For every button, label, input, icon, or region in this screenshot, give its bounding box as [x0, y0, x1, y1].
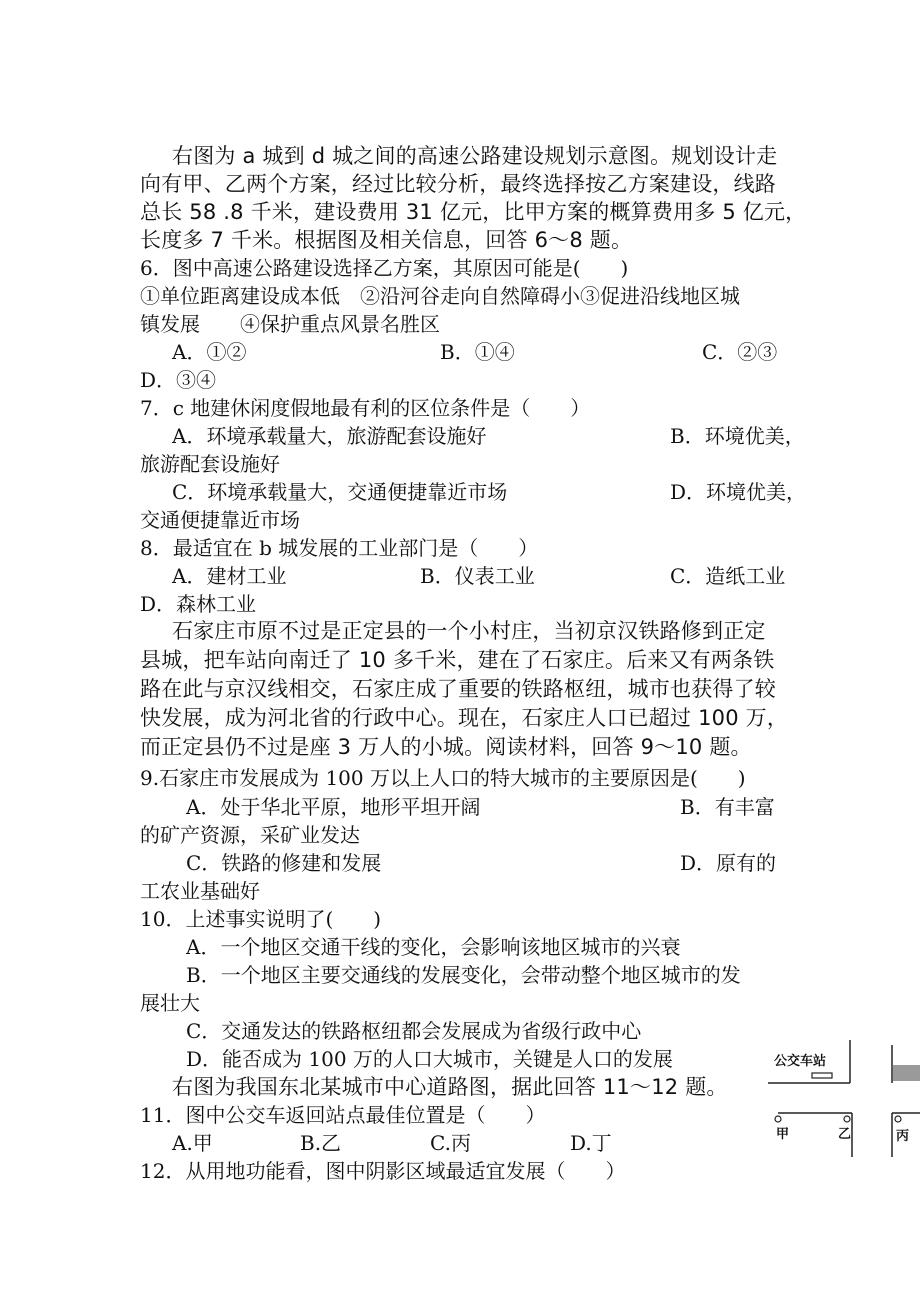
map-label-bing: 丙 — [896, 1129, 910, 1144]
intro3-line: 右图为我国东北某城市中心道路图，据此回答 11～12 题。 — [172, 1075, 728, 1099]
q9-option-b[interactable]: B．有丰富 — [680, 795, 775, 819]
q10-option-c[interactable]: C．交通发达的铁路枢纽都会发展成为省级行政中心 — [186, 1019, 642, 1043]
q11-option-a[interactable]: A.甲 — [172, 1131, 213, 1155]
intro1-line-1: 右图为 a 城到 d 城之间的高速公路建设规划示意图。规划设计走 — [172, 144, 778, 168]
q7-option-b-cont: 旅游配套设施好 — [140, 452, 280, 476]
intro2-line-5: 而正定县仍不过是座 3 万人的小城。阅读材料，回答 9～10 题。 — [140, 735, 752, 759]
q8-option-d[interactable]: D．森林工业 — [140, 592, 257, 616]
q6-items-line-2: 镇发展 ④保护重点风景名胜区 — [140, 312, 440, 336]
q7-stem: 7．c 地建休闲度假地最有利的区位条件是（ ） — [140, 396, 591, 420]
q9-stem: 9.石家庄市发展成为 100 万以上人口的特大城市的主要原因是( ) — [140, 766, 746, 790]
map-label-jia: 甲 — [776, 1127, 790, 1142]
map-label-bus-station: 公交车站 — [774, 1054, 827, 1069]
q7-option-d-cont: 交通便捷靠近市场 — [140, 508, 300, 532]
q7-option-c[interactable]: C．环境承载量大，交通便捷靠近市场 — [172, 480, 508, 504]
q6-stem: 6．图中高速公路建设选择乙方案，其原因可能是( ) — [140, 256, 629, 280]
q9-option-a[interactable]: A．处于华北平原，地形平坦开阔 — [186, 795, 481, 819]
q9-option-d[interactable]: D．原有的 — [680, 851, 777, 875]
intro2-line-2: 县城，把车站向南迁了 10 多千米，建在了石家庄。后来又有两条铁 — [140, 648, 775, 672]
q7-option-b[interactable]: B．环境优美， — [670, 424, 805, 448]
q6-option-b[interactable]: B．①④ — [440, 340, 515, 364]
q10-option-d[interactable]: D．能否成为 100 万的人口大城市，关键是人口的发展 — [186, 1047, 673, 1071]
q12-stem: 12．从用地功能看，图中阴影区域最适宜发展（ ） — [140, 1159, 626, 1183]
city-road-map — [760, 1035, 920, 1165]
q9-option-c[interactable]: C．铁路的修建和发展 — [186, 851, 382, 875]
intro1-line-3: 总长 58 .8 千米，建设费用 31 亿元，比甲方案的概算费用多 5 亿元， — [140, 200, 807, 224]
q11-option-d[interactable]: D.丁 — [570, 1131, 612, 1155]
q6-option-d[interactable]: D．③④ — [140, 368, 217, 392]
intro1-line-4: 长度多 7 千米。根据图及相关信息，回答 6～8 题。 — [140, 228, 633, 252]
q6-option-c[interactable]: C．②③ — [702, 340, 778, 364]
q10-option-b-cont: 展壮大 — [140, 991, 200, 1015]
q11-option-c[interactable]: C.丙 — [430, 1131, 471, 1155]
q11-option-b[interactable]: B.乙 — [300, 1131, 342, 1155]
q8-option-a[interactable]: A．建材工业 — [172, 564, 287, 588]
q8-option-b[interactable]: B．仪表工业 — [420, 564, 535, 588]
intro2-line-3: 路在此与京汉线相交，石家庄成了重要的铁路枢纽，城市也获得了较 — [140, 677, 776, 701]
q9-option-b-cont: 的矿产资源，采矿业发达 — [140, 823, 360, 847]
q6-items-line-1: ①单位距离建设成本低 ②沿河谷走向自然障碍小③促进沿线地区城 — [140, 284, 740, 308]
q7-option-d[interactable]: D．环境优美， — [670, 480, 807, 504]
q10-stem: 10．上述事实说明了( ) — [140, 907, 382, 931]
q6-option-a[interactable]: A．①② — [172, 340, 247, 364]
intro2-line-4: 快发展，成为河北省的行政中心。现在，石家庄人口已超过 100 万， — [140, 706, 789, 730]
q8-stem: 8．最适宜在 b 城发展的工业部门是（ ） — [140, 536, 539, 560]
q8-option-c[interactable]: C．造纸工业 — [670, 564, 786, 588]
q10-option-b[interactable]: B．一个地区主要交通线的发展变化，会带动整个地区城市的发 — [186, 963, 741, 987]
q9-option-d-cont: 工农业基础好 — [140, 879, 260, 903]
intro2-line-1: 石家庄市原不过是正定县的一个小村庄，当初京汉铁路修到正定 — [172, 619, 766, 643]
q7-option-a[interactable]: A．环境承载量大，旅游配套设施好 — [172, 424, 487, 448]
map-label-yi: 乙 — [838, 1127, 852, 1142]
intro1-line-2: 向有甲、乙两个方案，经过比较分析，最终选择按乙方案建设，线路 — [140, 172, 776, 196]
q10-option-a[interactable]: A．一个地区交通干线的变化，会影响该地区城市的兴衰 — [186, 935, 681, 959]
q11-stem: 11．图中公交车返回站点最佳位置是（ ） — [140, 1103, 546, 1127]
